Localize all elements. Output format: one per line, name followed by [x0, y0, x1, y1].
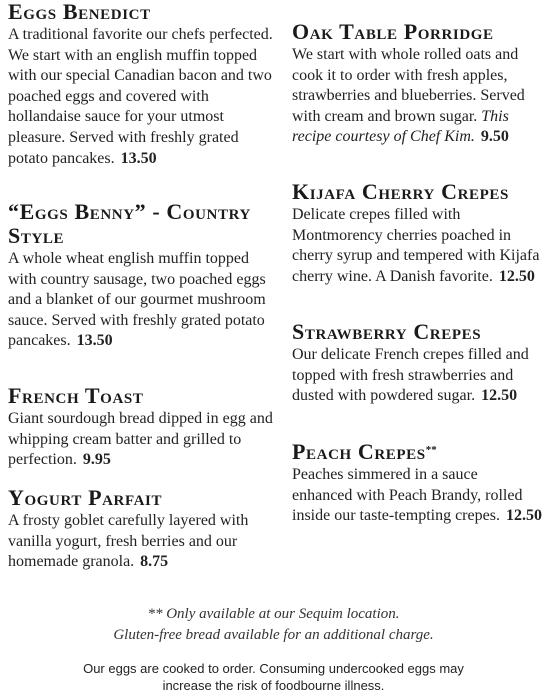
menu-item-strawberry-crepes: [292, 320, 542, 407]
menu-item-description: Peaches simmered in a sauce enhanced with Peach Brandy, rolled inside our taste-tempting crepes.: [292, 466, 523, 525]
menu-item-price: 12.50: [505, 507, 542, 525]
menu-item-title: “Eggs Benny” - Country Style: [8, 199, 251, 248]
menu-item-description-block: [292, 45, 542, 148]
menu-item-description-block: [8, 409, 276, 471]
menu-item-title-block: [292, 440, 542, 464]
menu-item-description: Giant sourdough bread dipped in egg and whipping cream batter and grilled to perfection.: [8, 410, 273, 469]
menu-item-description-block: [8, 511, 276, 573]
menu-item-price: 9.50: [480, 128, 509, 146]
menu-item-price: 9.95: [82, 451, 111, 469]
menu-item-eggs-benedict: [8, 0, 276, 169]
menu-item-price: 12.50: [481, 387, 518, 405]
menu-item-price: 12.50: [498, 267, 535, 285]
location-note: ** Only available at our Sequim location.: [147, 606, 400, 622]
menu-item-description-block: [8, 249, 276, 352]
menu-item-title: Peach Crepes: [292, 439, 426, 464]
availability-mark: **: [425, 444, 437, 456]
menu-item-french-toast: [8, 384, 276, 471]
menu-item-title: Yogurt Parfait: [8, 485, 163, 510]
menu-item-title: Strawberry Crepes: [292, 319, 482, 344]
menu-item-description: Delicate crepes filled with Montmorency cherries poached in cherry syrup and tempered with Kijafa cherry wine. A Danish favorite.: [292, 206, 540, 285]
menu-item-description-block: [292, 345, 542, 407]
menu-item-eggs-benny-country: [8, 200, 276, 352]
menu-item-price: 13.50: [120, 149, 157, 167]
menu-item-price: 13.50: [76, 332, 113, 350]
menu-item-description: A frosty goblet carefully layered with vanilla yogurt, fresh berries and our homemade granola.: [8, 512, 249, 571]
undercooked-eggs-warning-line-2: increase the risk of foodbourne illness.: [162, 678, 385, 693]
menu-item-description-block: [292, 205, 542, 287]
menu-item-title: Kijafa Cherry Crepes: [292, 179, 509, 204]
menu-item-description-block: [8, 25, 276, 169]
menu-item-oak-table-porridge: [292, 20, 542, 148]
undercooked-eggs-warning-line-1: Our eggs are cooked to order. Consuming undercooked eggs may: [83, 661, 464, 676]
menu-item-price: 8.75: [140, 553, 169, 571]
menu-item-description: Our delicate French crepes filled and topped with fresh strawberries and dusted with powdered sugar.: [292, 346, 529, 405]
gluten-free-note: Gluten-free bread available for an additional charge.: [113, 627, 434, 643]
menu-item-kijafa-cherry-crepes: [292, 180, 542, 287]
menu-item-description-block: [292, 465, 542, 527]
menu-item-title: Eggs Benedict: [8, 0, 151, 24]
menu-item-description: A whole wheat english muffin topped with country sausage, two poached eggs and a blanket of our gourmet mushroom sauce. Served with freshly grated potato pancakes.: [8, 250, 266, 350]
menu-item-peach-crepes: [292, 440, 542, 527]
menu-item-title: Oak Table Porridge: [292, 19, 494, 44]
menu-item-description: We start with whole rolled oats and cook it to order with fresh apples, strawberries and blueberries. Served with cream and brown sugar.: [292, 46, 525, 125]
menu-item-description: A traditional favorite our chefs perfected. We start with an english muffin topped with our special Canadian bacon and two poached eggs and covered with hollandaise sauce for your utmost pleasure. Served with freshly grated potato pancakes.: [8, 26, 273, 167]
menu-item-yogurt-parfait: [8, 486, 276, 573]
menu-item-credit: This recipe courtesy of Chef Kim.: [292, 107, 509, 146]
menu-item-title: French Toast: [8, 383, 144, 408]
